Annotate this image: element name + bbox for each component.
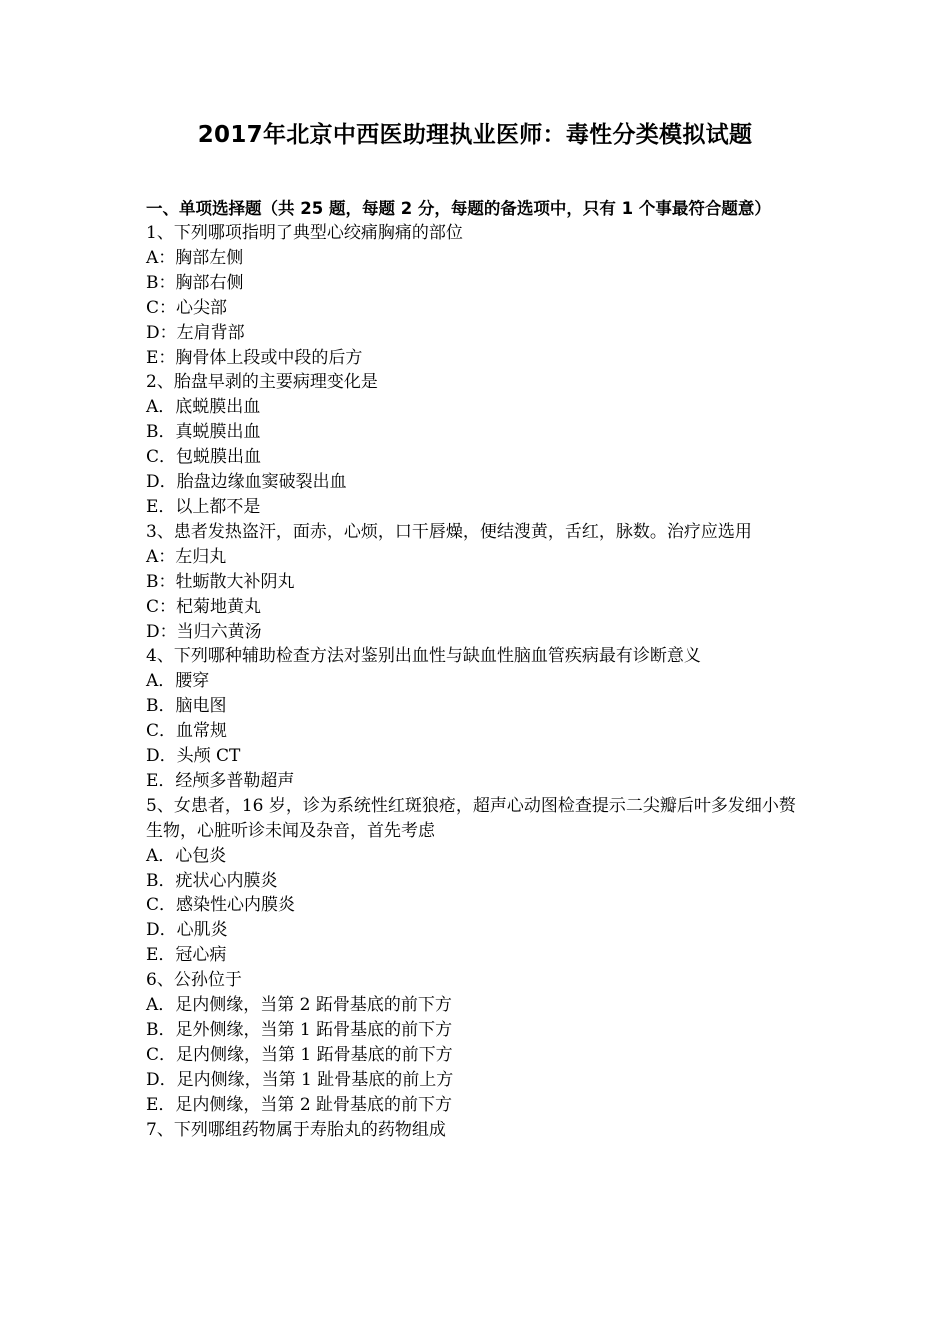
answer-option: C．足内侧缘，当第 1 跖骨基底的前下方	[146, 1044, 453, 1065]
answer-option: A：胸部左侧	[146, 247, 244, 268]
document-title: 2017年北京中西医助理执业医师：毒性分类模拟试题	[197, 122, 753, 148]
answer-option: C．血常规	[146, 721, 228, 742]
answer-option: A．腰穿	[146, 671, 210, 692]
question-stem: 4、下列哪种辅助检查方法对鉴别出血性与缺血性脑血管疾病最有诊断意义	[146, 646, 701, 667]
answer-option: B．足外侧缘，当第 1 跖骨基底的前下方	[146, 1020, 453, 1040]
question-stem: 5、女患者，16 岁，诊为系统性红斑狼疮，超声心动图检查提示二尖瓣后叶多发细小赘生物，心脏听诊未闻及杂音，首先考虑	[146, 795, 796, 841]
answer-option: B．脑电图	[146, 696, 227, 717]
answer-option: A．底蜕膜出血	[146, 397, 261, 418]
answer-option: B．真蜕膜出血	[146, 422, 261, 443]
answer-option: D：左肩背部	[146, 322, 245, 343]
answer-option: E．足内侧缘，当第 2 趾骨基底的前下方	[146, 1094, 453, 1115]
answer-option: C．感染性心内膜炎	[146, 895, 296, 916]
answer-option: D．心肌炎	[146, 920, 228, 941]
answer-option: A：左归丸	[146, 546, 227, 567]
answer-option: E．经颅多普勒超声	[146, 770, 295, 791]
answer-option: C：杞菊地黄丸	[146, 596, 262, 617]
section-heading: 一、单项选择题（共 25 题，每题 2 分，每题的备选项中，只有 1 个事最符合题意）	[146, 199, 771, 218]
answer-option: D．足内侧缘，当第 1 趾骨基底的前上方	[146, 1069, 454, 1090]
question-stem: 3、患者发热盗汗，面赤，心烦，口干唇燥，便结溲黄，舌红，脉数。治疗应选用	[146, 521, 752, 542]
answer-option: B：牡蛎散大补阴丸	[146, 571, 295, 592]
answer-option: E：胸骨体上段或中段的后方	[146, 347, 363, 368]
answer-option: D．头颅 CT	[146, 746, 241, 767]
question-4	[146, 644, 812, 793]
answer-option: C．包蜕膜出血	[146, 447, 262, 468]
answer-option: B：胸部右侧	[146, 272, 244, 293]
answer-option: E．冠心病	[146, 945, 227, 966]
question-3	[146, 520, 812, 645]
question-stem: 2、胎盘早剥的主要病理变化是	[146, 372, 378, 393]
answer-option: D．胎盘边缘血窦破裂出血	[146, 472, 347, 493]
answer-option: A．心包炎	[146, 845, 227, 866]
question-6	[146, 968, 812, 1117]
question-5	[146, 794, 812, 968]
question-1	[146, 221, 812, 370]
question-stem: 1、下列哪项指明了典型心绞痛胸痛的部位	[146, 223, 463, 243]
question-2	[146, 370, 812, 519]
answer-option: B．疣状心内膜炎	[146, 870, 278, 891]
question-7	[146, 1118, 812, 1143]
answer-option: A．足内侧缘，当第 2 跖骨基底的前下方	[146, 995, 452, 1016]
answer-option: C：心尖部	[146, 297, 228, 318]
question-stem: 6、公孙位于	[146, 970, 242, 991]
answer-option: E．以上都不是	[146, 496, 261, 517]
answer-option: D：当归六黄汤	[146, 621, 262, 642]
document-body	[146, 196, 812, 1143]
question-stem: 7、下列哪组药物属于寿胎丸的药物组成	[146, 1119, 446, 1140]
